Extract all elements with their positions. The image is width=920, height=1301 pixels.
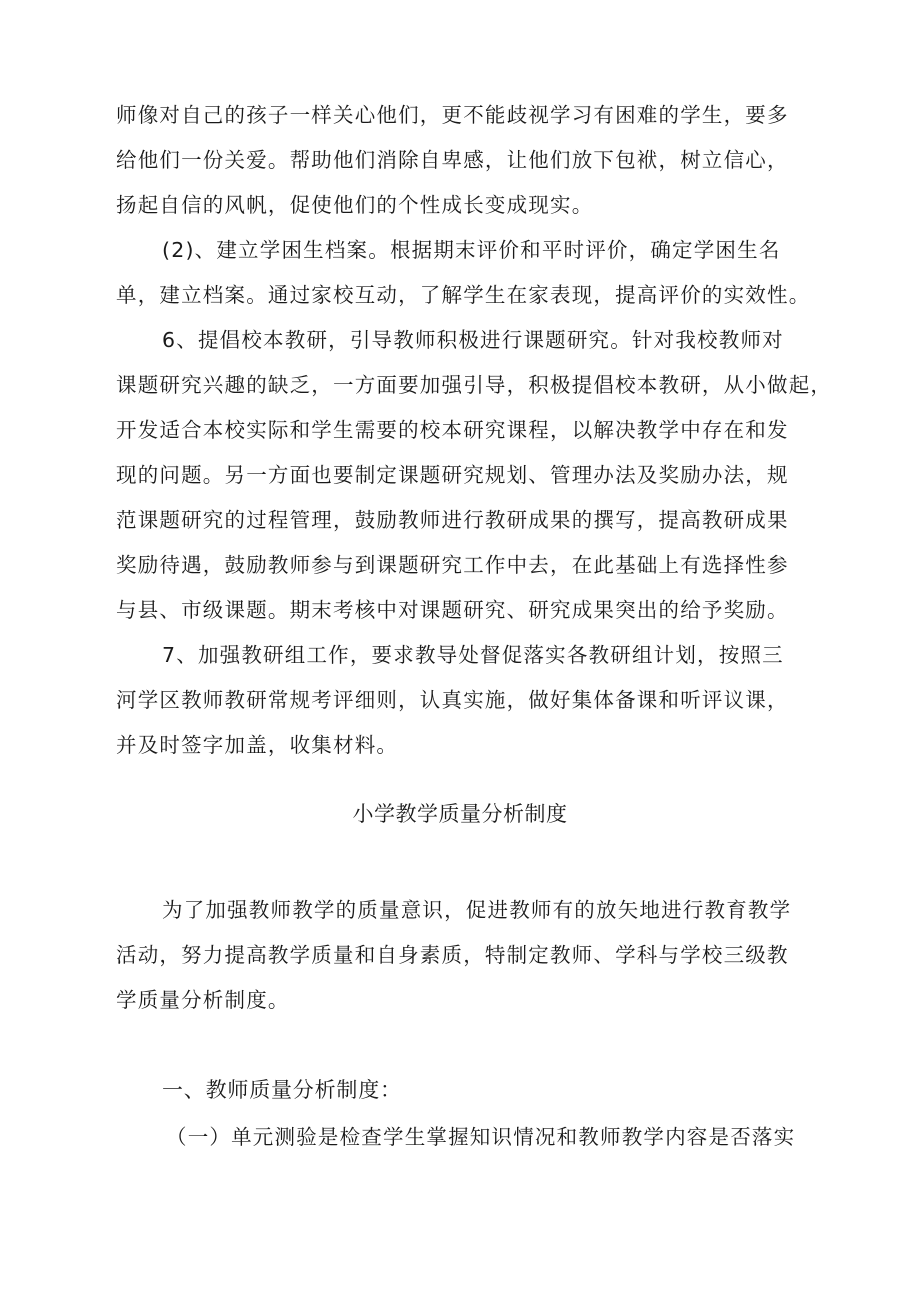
intro-line: 为了加强教师教学的质量意识，促进教师有的放矢地进行教育教学 bbox=[162, 898, 792, 922]
section-title: 小学教学质量分析制度 bbox=[352, 802, 568, 826]
paragraph-line: 并及时签字加盖，收集材料。 bbox=[116, 733, 399, 757]
paragraph-line: 师像对自己的孩子一样关心他们，更不能歧视学习有困难的学生，要多 bbox=[116, 103, 789, 127]
paragraph-line: 现的问题。另一方面也要制定课题研究规划、管理办法及奖励办法，规 bbox=[116, 463, 789, 487]
paragraph-line: 范课题研究的过程管理，鼓励教师进行教研成果的撰写，提高教研成果 bbox=[116, 508, 789, 532]
paragraph-line: (2)、建立学困生档案。根据期末评价和平时评价，确定学困生名 bbox=[162, 238, 781, 262]
intro-line: 活动，努力提高教学质量和自身素质，特制定教师、学科与学校三级教 bbox=[116, 943, 789, 967]
section-heading: 一、教师质量分析制度： bbox=[162, 1078, 402, 1102]
paragraph-line: 河学区教师教研常规考评细则，认真实施，做好集体备课和听评议课， bbox=[116, 688, 789, 712]
paragraph-line: 6、提倡校本教研，引导教师积极进行课题研究。针对我校教师对 bbox=[162, 328, 784, 352]
paragraph-line: 课题研究兴趣的缺乏，一方面要加强引导，积极提倡校本教研，从小做起， bbox=[116, 373, 833, 397]
paragraph-line: （一）单元测验是检查学生掌握知识情况和教师教学内容是否落实 bbox=[166, 1125, 796, 1149]
paragraph-line: 开发适合本校实际和学生需要的校本研究课程，以解决教学中存在和发 bbox=[116, 418, 789, 442]
paragraph-line: 扬起自信的风帆，促使他们的个性成长变成现实。 bbox=[116, 193, 594, 217]
paragraph-line: 7、加强教研组工作，要求教导处督促落实各教研组计划，按照三 bbox=[162, 643, 784, 667]
paragraph-line: 给他们一份关爱。帮助他们消除自卑感，让他们放下包袱，树立信心， bbox=[116, 148, 789, 172]
paragraph-line: 奖励待遇，鼓励教师参与到课题研究工作中去，在此基础上有选择性参 bbox=[116, 553, 789, 577]
intro-line: 学质量分析制度。 bbox=[116, 988, 290, 1012]
paragraph-line: 单，建立档案。通过家校互动，了解学生在家表现，提高评价的实效性。 bbox=[116, 283, 811, 307]
paragraph-line: 与县、市级课题。期末考核中对课题研究、研究成果突出的给予奖励。 bbox=[116, 598, 789, 622]
